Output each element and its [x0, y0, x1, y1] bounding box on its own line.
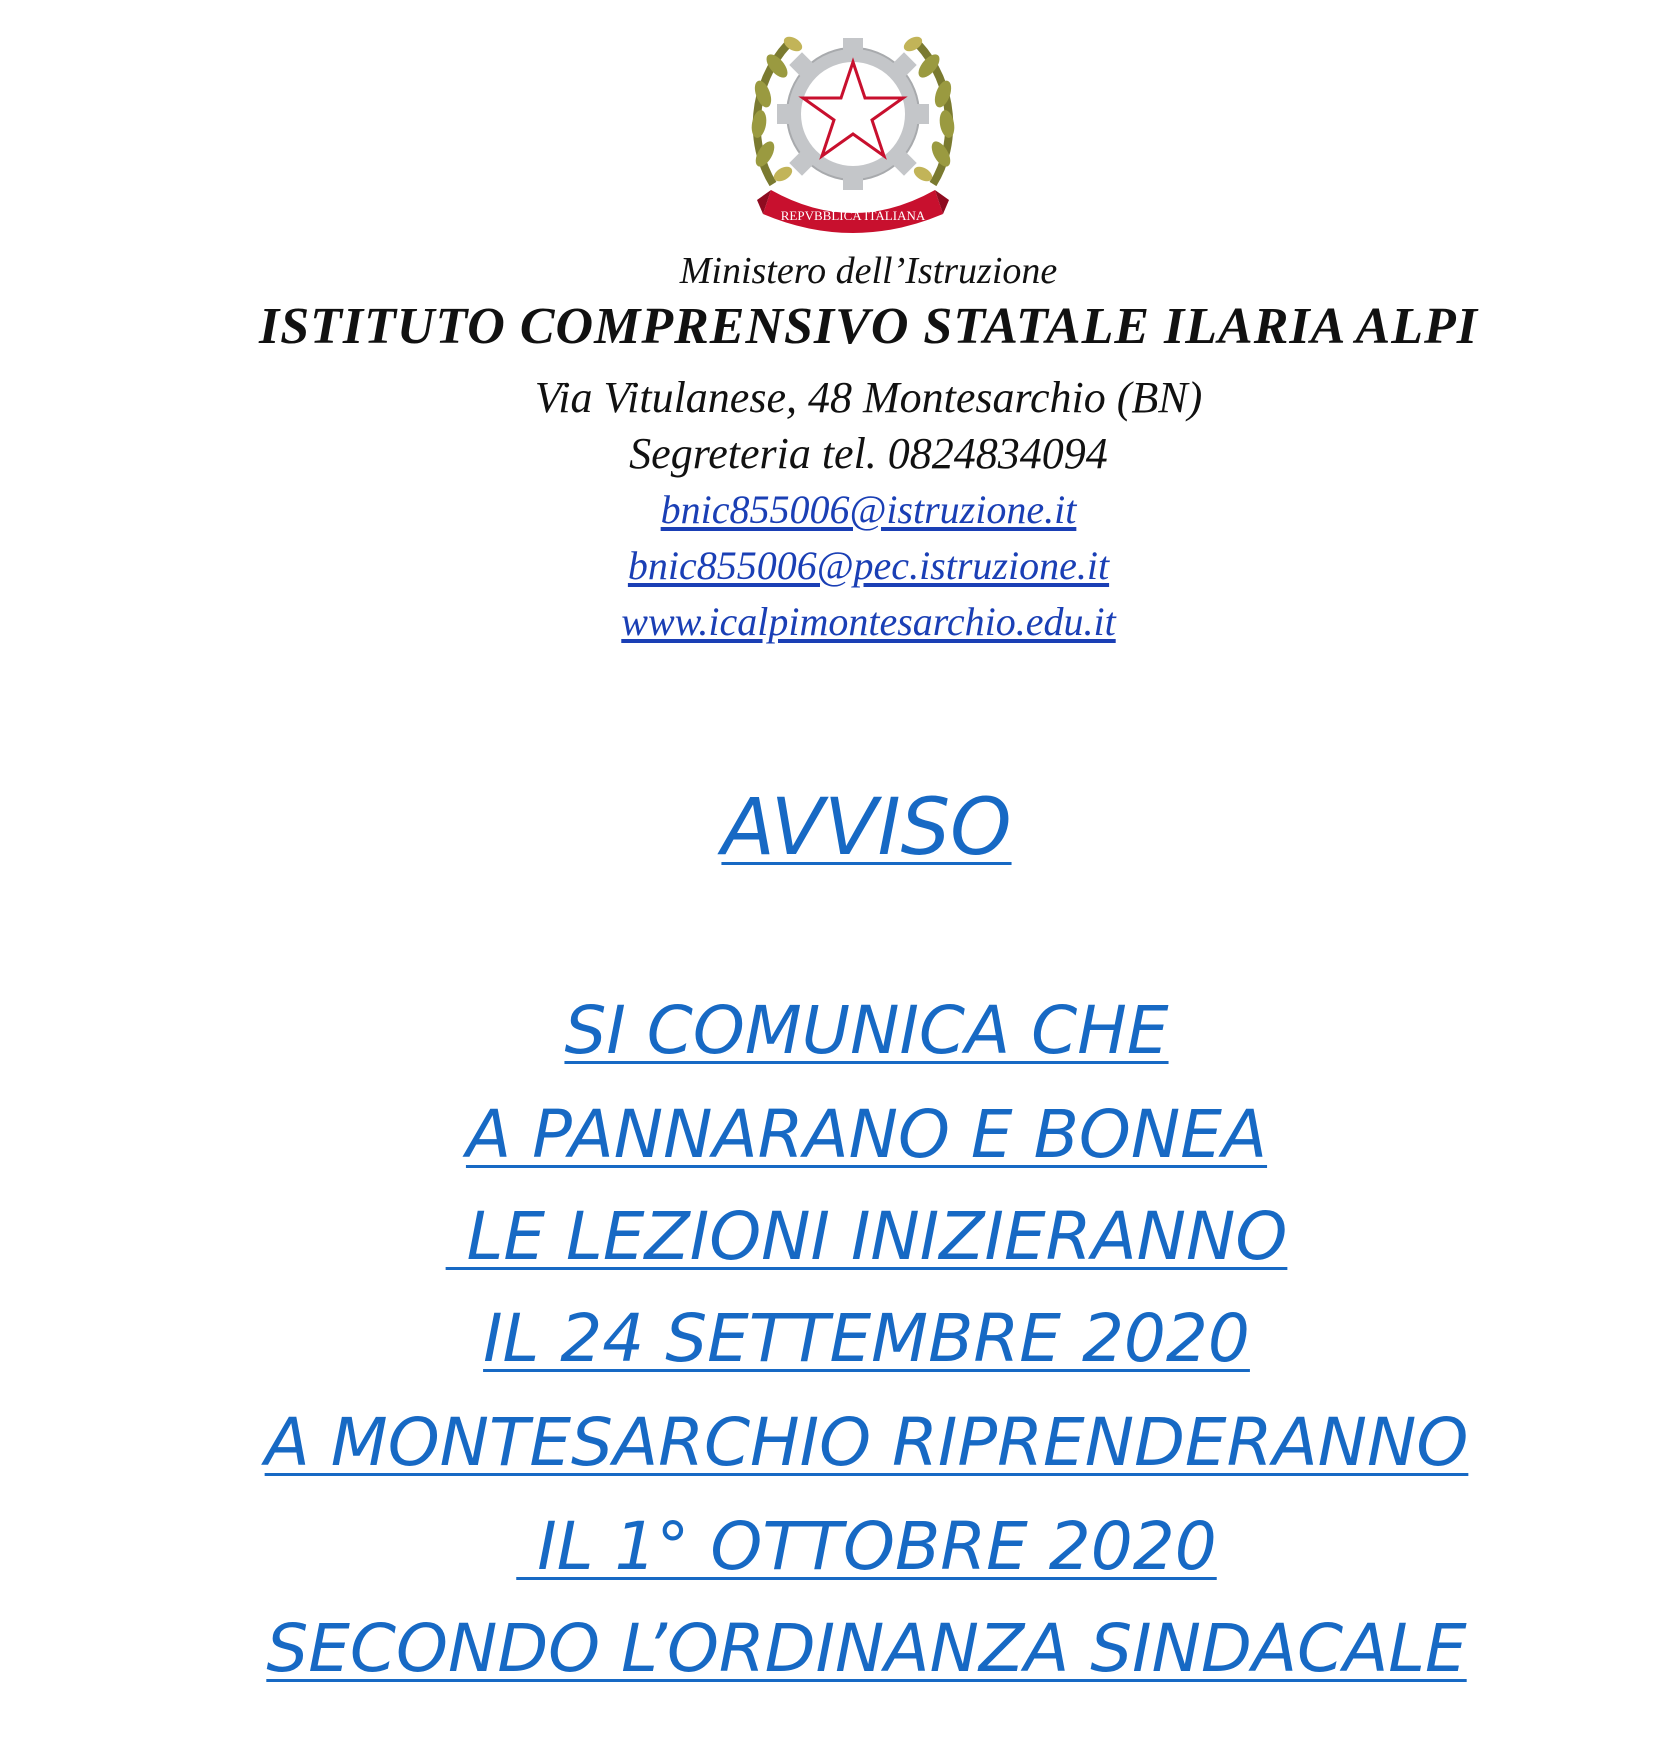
- website-link[interactable]: www.icalpimontesarchio.edu.it: [621, 599, 1116, 644]
- notice-line: SI COMUNICA CHE: [564, 992, 1169, 1069]
- notice-title: AVVISO: [721, 783, 1012, 873]
- school-name: ISTITUTO COMPRENSIVO STATALE ILARIA ALPI: [259, 298, 1478, 355]
- school-phone: Segreteria tel. 0824834094: [629, 429, 1108, 478]
- notice-line: LE LEZIONI INIZIERANNO: [445, 1198, 1288, 1275]
- notice-line: SECONDO L’ORDINANZA SINDACALE: [266, 1610, 1467, 1687]
- repubblica-italiana-emblem-icon: [743, 14, 963, 236]
- notice-line: A MONTESARCHIO RIPRENDERANNO: [264, 1404, 1469, 1481]
- school-address: Via Vitulanese, 48 Montesarchio (BN): [534, 373, 1203, 422]
- notice-line: IL 1° OTTOBRE 2020: [516, 1508, 1217, 1585]
- notice-line: IL 24 SETTEMBRE 2020: [483, 1300, 1250, 1377]
- notice-line: A PANNARANO E BONEA: [465, 1096, 1268, 1173]
- ministry-name: Ministero dell’Istruzione: [679, 250, 1058, 292]
- emblem-ribbon-text: REPVBBLICA ITALIANA: [780, 208, 926, 223]
- pec-email-link[interactable]: bnic855006@pec.istruzione.it: [627, 543, 1110, 588]
- email-link[interactable]: bnic855006@istruzione.it: [660, 487, 1077, 532]
